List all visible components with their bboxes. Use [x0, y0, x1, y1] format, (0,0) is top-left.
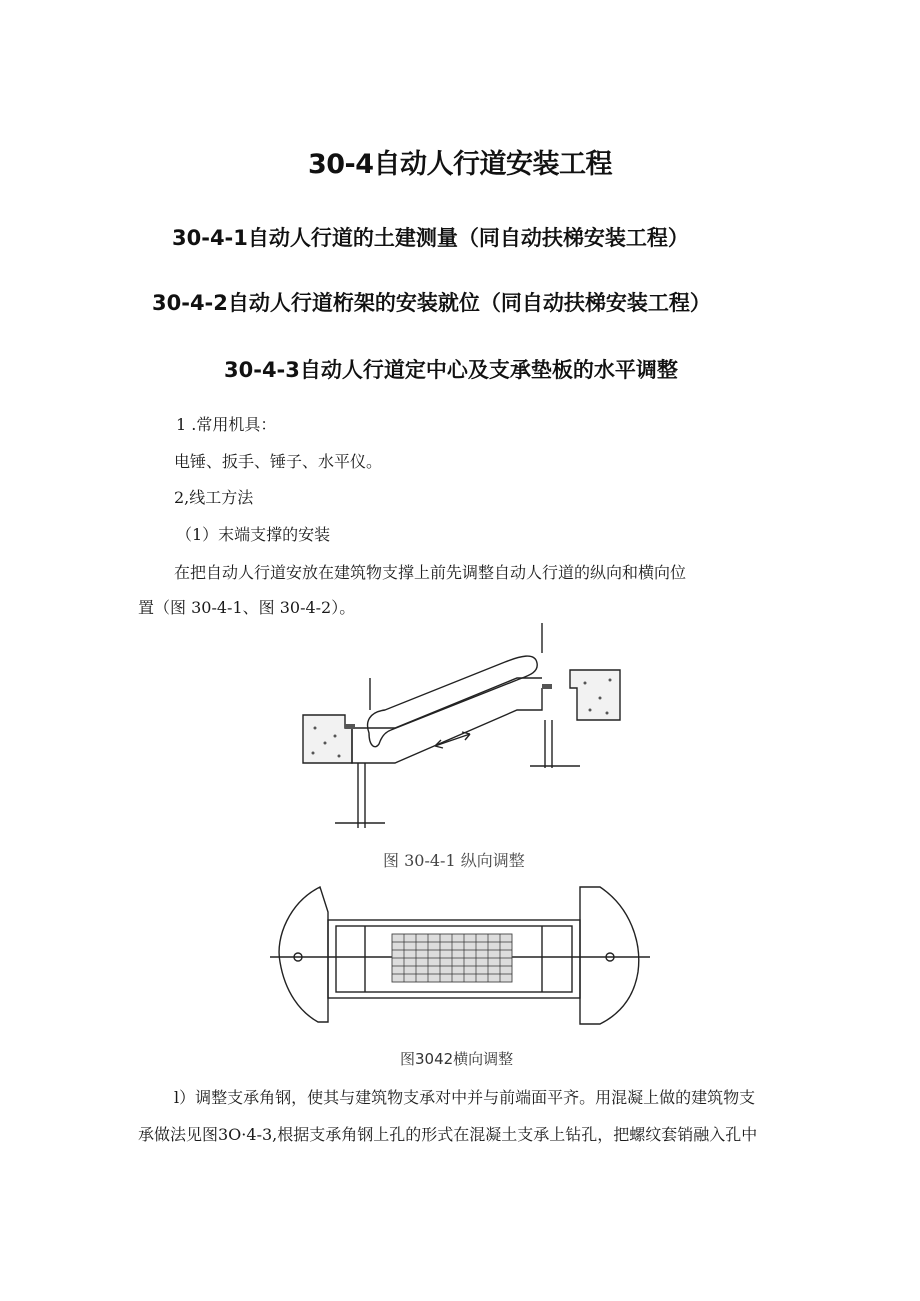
- paragraph-tools-heading: 1 .常用机具：: [176, 415, 277, 434]
- section-heading-30-4-3: 30-4-3自动人行道定中心及支承垫板的水平调整: [224, 358, 678, 382]
- paragraph-adjust-line2: 置（图 30-4-1、图 30-4-2）。: [138, 598, 356, 617]
- paragraph-angle-steel-line1: l）调整支承角钢，使其与建筑物支承对中并与前端面平齐。用混凝上做的建筑物支: [174, 1088, 756, 1107]
- paragraph-tools-list: 电锤、扳手、锤子、水平仪。: [174, 452, 383, 471]
- page-title: 30-4自动人行道安装工程: [307, 149, 613, 180]
- figure-transverse-adjustment: [270, 882, 650, 1032]
- section-heading-30-4-2: 30-4-2自动人行道桁架的安装就位（同自动扶梯安装工程）: [152, 291, 711, 315]
- figure-caption-30-4-2: 图3042横向调整: [400, 1050, 514, 1068]
- figure-longitudinal-adjustment: [295, 618, 640, 833]
- section-heading-30-4-1: 30-4-1自动人行道的土建测量（同自动扶梯安装工程）: [172, 226, 689, 250]
- paragraph-end-support: （1）末端支撑的安装: [176, 525, 331, 544]
- paragraph-angle-steel-line2: 承做法见图3O·4-3,根据支承角钢上孔的形式在混凝土支承上钻孔，把螺纹套销融入孔中: [138, 1125, 758, 1144]
- figure-caption-30-4-1: 图 30-4-1 纵向调整: [383, 851, 525, 870]
- paragraph-adjust-line1: 在把自动人行道安放在建筑物支撑上前先调整自动人行道的纵向和横向位: [174, 563, 687, 582]
- paragraph-method-heading: 2,线工方法: [174, 488, 254, 507]
